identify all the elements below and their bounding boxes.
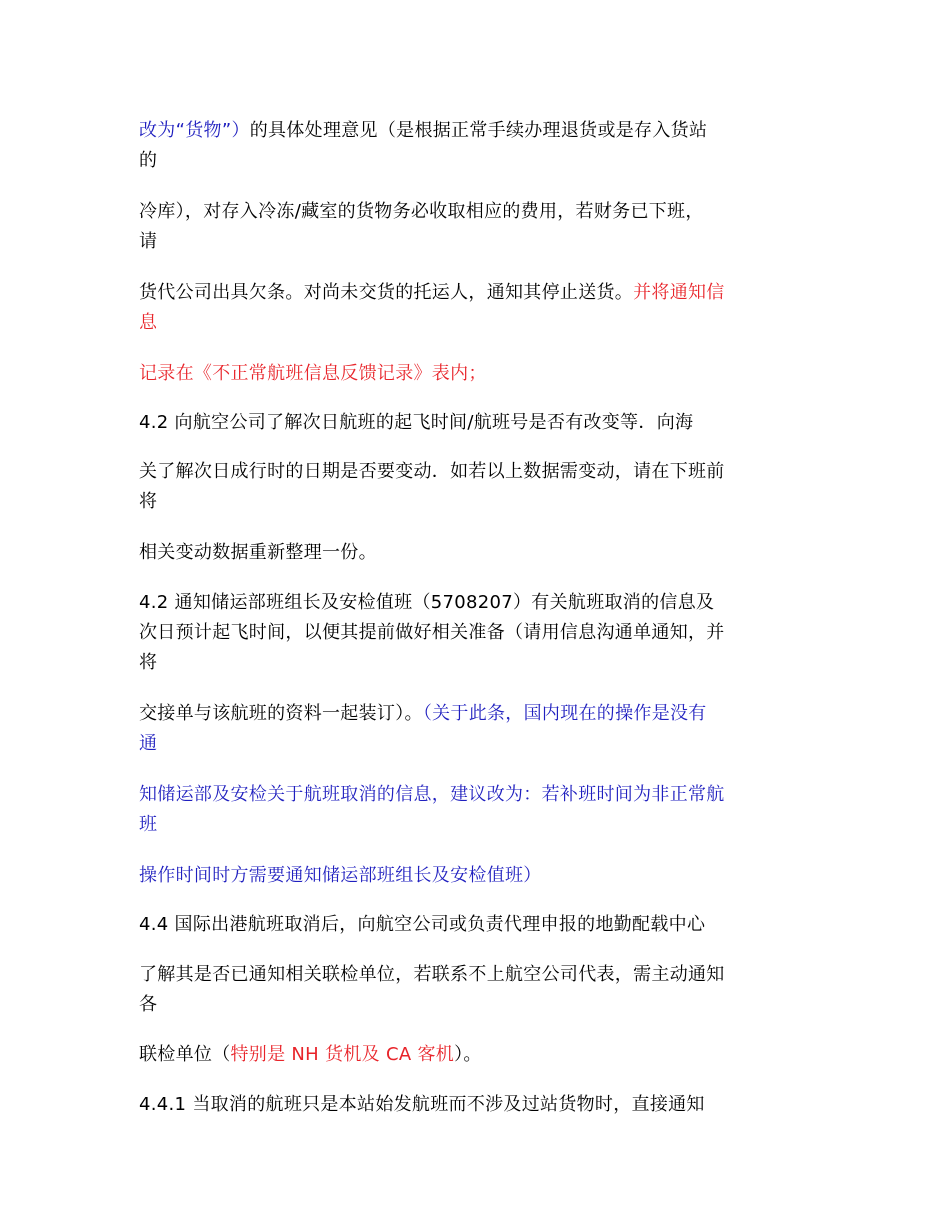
- paragraph-12: [139, 910, 819, 940]
- text-run-red: 息: [139, 312, 158, 333]
- paragraph-1: [139, 116, 819, 176]
- text-run-blue: 班: [139, 814, 158, 835]
- paragraph-8: [139, 588, 819, 678]
- line: [139, 197, 819, 227]
- text-run: 4.4 国际出港航班取消后，向航空公司或负责代理申报的地勤配载中心: [139, 914, 706, 935]
- line: [139, 308, 819, 338]
- line: [139, 810, 819, 840]
- line: [139, 960, 819, 990]
- line: [139, 1090, 819, 1120]
- text-run: 将: [139, 652, 158, 673]
- paragraph-15: [139, 1090, 819, 1120]
- line: [139, 990, 819, 1020]
- text-run: 4.4.1 当取消的航班只是本站始发航班而不涉及过站货物时，直接通知: [139, 1094, 705, 1115]
- line: [139, 538, 819, 568]
- paragraph-3: [139, 278, 819, 338]
- text-run: 请: [139, 231, 158, 252]
- line: [139, 408, 819, 438]
- line: [139, 146, 819, 176]
- paragraph-13: [139, 960, 819, 1020]
- text-run: 交接单与该航班的资料一起装订）。: [139, 703, 423, 724]
- line: [139, 648, 819, 678]
- text-run: 4.2 通知储运部班组长及安检值班（5708207）有关航班取消的信息及: [139, 592, 715, 613]
- line: [139, 359, 819, 389]
- paragraph-4: [139, 359, 819, 389]
- text-run: 次日预计起飞时间，以便其提前做好相关准备（请用信息沟通单通知，并: [139, 622, 725, 643]
- text-run-red: 记录在《不正常航班信息反馈记录》表内；: [139, 363, 487, 384]
- paragraph-6: [139, 457, 819, 517]
- paragraph-11: [139, 861, 819, 891]
- text-run: 了解其是否已通知相关联检单位，若联系不上航空公司代表，需主动通知: [139, 964, 725, 985]
- line: [139, 487, 819, 517]
- line: [139, 729, 819, 759]
- line: [139, 116, 819, 146]
- line: [139, 278, 819, 308]
- text-run: 货代公司出具欠条。对尚未交货的托运人，通知其停止送货。: [139, 282, 634, 303]
- text-run: ）。: [454, 1044, 482, 1065]
- paragraph-5: [139, 408, 819, 438]
- text-run: 将: [139, 491, 158, 512]
- paragraph-2: [139, 197, 819, 257]
- line: [139, 618, 819, 648]
- text-run-blue: 改为“货物”）: [139, 120, 250, 141]
- line: [139, 780, 819, 810]
- paragraph-9: [139, 699, 819, 759]
- text-run-blue: 知储运部及安检关于航班取消的信息，建议改为：若补班时间为非正常航: [139, 784, 725, 805]
- text-run: 关了解次日成行时的日期是否要变动．如若以上数据需变动，请在下班前: [139, 461, 725, 482]
- line: [139, 910, 819, 940]
- paragraph-14: [139, 1040, 819, 1070]
- text-run-blue: 操作时间时方需要通知储运部班组长及安检值班）: [139, 865, 542, 886]
- text-run: 4.2 向航空公司了解次日航班的起飞时间/航班号是否有改变等．向海: [139, 412, 694, 433]
- paragraph-10: [139, 780, 819, 840]
- text-run: 联检单位（: [139, 1044, 231, 1065]
- text-run: 相关变动数据重新整理一份。: [139, 542, 377, 563]
- text-run: 的具体处理意见（是根据正常手续办理退货或是存入货站: [249, 120, 708, 141]
- text-run-blue: （关于此条，国内现在的操作是没有: [422, 703, 707, 724]
- text-run-red: 特别是 NH 货机及 CA 客机: [230, 1044, 455, 1065]
- line: [139, 227, 819, 257]
- text-run-red: 并将通知信: [633, 282, 725, 303]
- line: [139, 588, 819, 618]
- text-run: 冷库），对存入冷冻/藏室的货物务必收取相应的费用，若财务已下班，: [139, 201, 704, 222]
- line: [139, 457, 819, 487]
- line: [139, 1040, 819, 1070]
- text-run: 的: [139, 150, 158, 171]
- text-run-blue: 通: [139, 733, 158, 754]
- text-run: 各: [139, 994, 158, 1015]
- line: [139, 861, 819, 891]
- paragraph-7: [139, 538, 819, 568]
- line: [139, 699, 819, 729]
